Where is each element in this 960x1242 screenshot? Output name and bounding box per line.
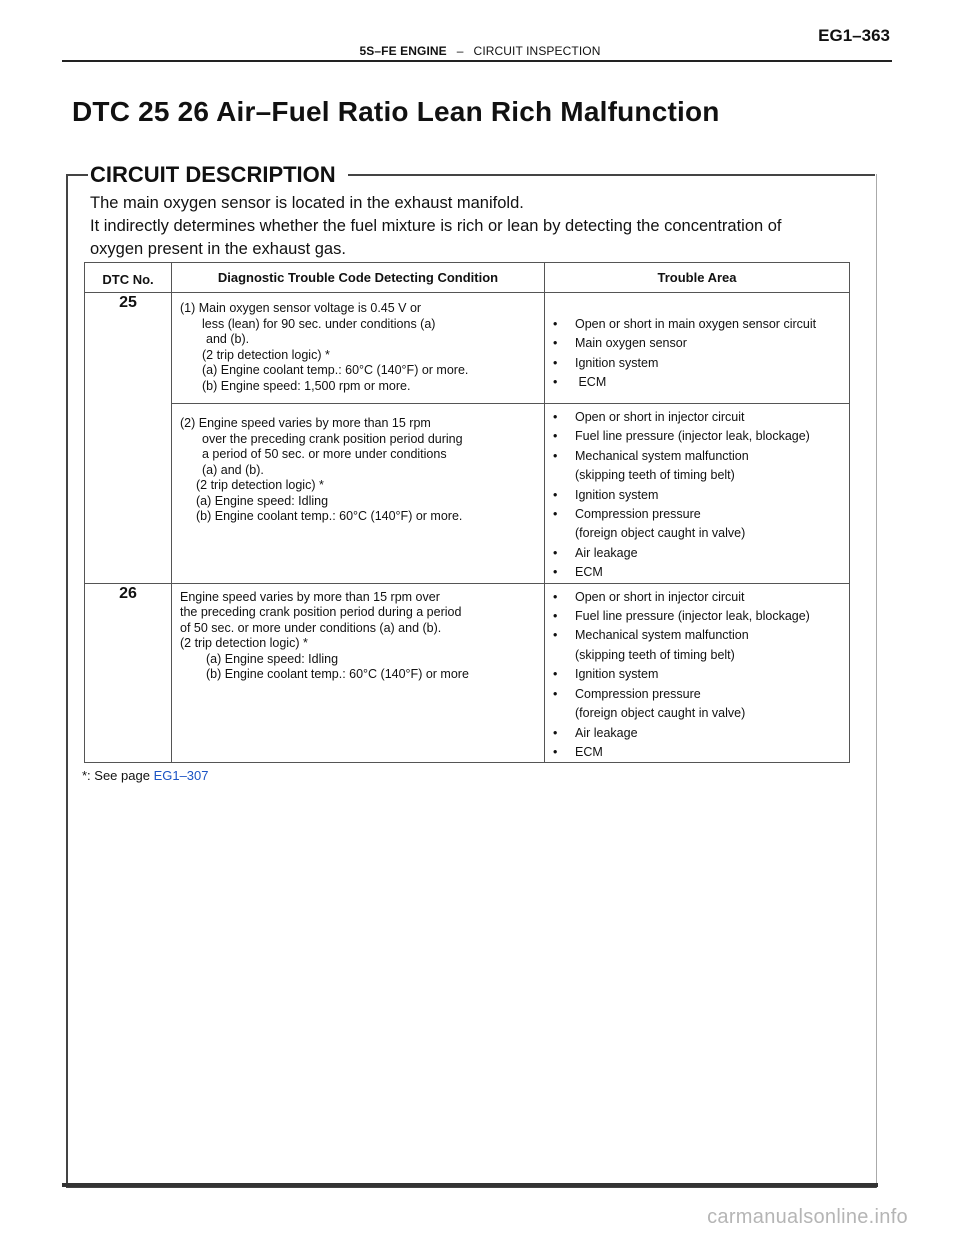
list-item-continuation: (skipping teeth of timing belt) xyxy=(575,647,735,662)
bullet-icon: • xyxy=(553,725,558,740)
table-row xyxy=(85,583,850,763)
page-title: DTC 25 26 Air–Fuel Ratio Lean Rich Malfunction xyxy=(72,96,720,127)
bullet-icon: • xyxy=(553,686,558,701)
list-item: • Ignition system xyxy=(553,354,845,373)
circuit-description-text xyxy=(90,192,860,261)
running-header xyxy=(0,44,960,58)
trouble-area-cell xyxy=(545,583,850,763)
trouble-area-list xyxy=(553,588,845,763)
header-engine: 5S–FE ENGINE xyxy=(359,44,447,58)
list-item: • Ignition system xyxy=(553,486,845,505)
circuit-description-heading: CIRCUIT DESCRIPTION xyxy=(90,162,342,188)
condition-line: of 50 sec. or more under conditions (a) and (b). xyxy=(180,620,442,635)
bullet-icon: • xyxy=(553,744,558,759)
list-item: • Mechanical system malfunction xyxy=(553,447,845,466)
header-condition: Diagnostic Trouble Code Detecting Condition xyxy=(172,263,545,293)
condition-line: (a) Engine coolant temp.: 60°C (140°F) or more. xyxy=(202,363,469,377)
dtc-number: 26 xyxy=(85,583,172,763)
condition-line: (b) Engine coolant temp.: 60°C (140°F) or more. xyxy=(196,509,463,523)
condition-line: (2 trip detection logic) * xyxy=(196,478,324,492)
list-item: • ECM xyxy=(553,743,845,762)
condition-line: (b) Engine speed: 1,500 rpm or more. xyxy=(202,378,411,393)
condition-line: (a) and (b). xyxy=(202,462,264,477)
trouble-area-cell xyxy=(545,404,850,584)
watermark: carmanualsonline.info xyxy=(707,1206,908,1228)
condition-line: (1) Main oxygen sensor voltage is 0.45 V or xyxy=(180,301,422,315)
table-row xyxy=(85,293,850,404)
bullet-icon: • xyxy=(553,429,558,444)
condition-line: (2 trip detection logic) * xyxy=(202,347,330,362)
frame-top-right-rule xyxy=(348,174,875,176)
bullet-icon: • xyxy=(553,410,558,424)
condition-cell xyxy=(172,293,545,404)
condition-cell xyxy=(172,583,545,763)
list-item: • Main oxygen sensor xyxy=(553,334,845,353)
condition-line: and (b). xyxy=(206,332,250,346)
list-item-continuation: (foreign object caught in valve) xyxy=(575,706,746,721)
list-item: • Open or short in injector circuit xyxy=(553,408,845,427)
bullet-icon: • xyxy=(553,487,558,502)
bullet-icon: • xyxy=(553,545,558,560)
list-item: • Air leakage xyxy=(553,544,845,563)
table-header-row xyxy=(85,263,850,293)
bullet-icon: • xyxy=(553,628,558,643)
trouble-area-list xyxy=(553,315,845,393)
condition-line: the preceding crank position period during a period xyxy=(180,605,462,620)
list-item: • Air leakage xyxy=(553,724,845,743)
bullet-icon: • xyxy=(553,375,558,390)
bullet-icon: • xyxy=(553,317,558,331)
header-rule xyxy=(62,60,892,62)
header-trouble-area: Trouble Area xyxy=(545,263,850,293)
bullet-icon: • xyxy=(553,667,558,682)
bullet-icon: • xyxy=(553,336,558,351)
bullet-icon: • xyxy=(553,448,558,463)
footnote-prefix: *: See page xyxy=(82,768,154,783)
condition-line: less (lean) for 90 sec. under conditions (a) xyxy=(202,316,436,331)
bullet-icon: • xyxy=(553,609,558,624)
list-item: • ECM xyxy=(553,373,845,392)
bullet-icon: • xyxy=(553,355,558,370)
dtc-number: 25 xyxy=(85,293,172,584)
frame-top-left-rule xyxy=(66,174,88,176)
description-line: It indirectly determines whether the fuel mixture is rich or lean by detecting the concentration of xyxy=(90,217,782,235)
bullet-icon: • xyxy=(553,589,558,604)
page-number: EG1–363 xyxy=(818,26,890,45)
condition-line: (2 trip detection logic) * xyxy=(180,636,308,651)
list-item: • Mechanical system malfunction xyxy=(553,626,845,645)
condition-line: (a) Engine speed: Idling xyxy=(206,651,339,666)
list-item: • Open or short in main oxygen sensor circuit xyxy=(553,315,845,334)
condition-line: a period of 50 sec. or more under conditions xyxy=(202,447,447,461)
footnote xyxy=(82,768,209,783)
condition-line: (a) Engine speed: Idling xyxy=(196,493,329,508)
condition-line: over the preceding crank position period during xyxy=(202,431,463,446)
header-section: CIRCUIT INSPECTION xyxy=(473,44,601,58)
condition-line: (b) Engine coolant temp.: 60°C (140°F) or more xyxy=(206,667,469,682)
list-item-continuation: (foreign object caught in valve) xyxy=(575,526,746,541)
list-item: • Fuel line pressure (injector leak, blockage) xyxy=(553,427,845,446)
list-item: • Ignition system xyxy=(553,665,845,684)
footnote-page-link[interactable]: EG1–307 xyxy=(153,768,209,783)
description-line: The main oxygen sensor is located in the exhaust manifold. xyxy=(90,194,524,212)
description-line: oxygen present in the exhaust gas. xyxy=(90,240,346,258)
table-row xyxy=(85,404,850,584)
bullet-icon: • xyxy=(553,565,558,580)
header-separator: – xyxy=(456,44,464,58)
trouble-area-cell xyxy=(545,293,850,404)
trouble-area-list xyxy=(553,408,845,583)
condition-line: Engine speed varies by more than 15 rpm over xyxy=(180,589,440,604)
bullet-icon: • xyxy=(553,507,558,522)
list-item-continuation: (skipping teeth of timing belt) xyxy=(575,468,735,483)
list-item: • Compression pressure xyxy=(553,685,845,704)
list-item: • ECM xyxy=(553,563,845,582)
list-item: • Fuel line pressure (injector leak, blockage) xyxy=(553,607,845,626)
list-item: • Compression pressure xyxy=(553,505,845,524)
header-dtc-no: DTC No. xyxy=(85,263,172,293)
condition-cell xyxy=(172,404,545,584)
condition-line: (2) Engine speed varies by more than 15 rpm xyxy=(180,416,431,430)
dtc-table xyxy=(84,262,850,763)
frame-bottom-rule xyxy=(62,1183,878,1187)
list-item: • Open or short in injector circuit xyxy=(553,588,845,607)
